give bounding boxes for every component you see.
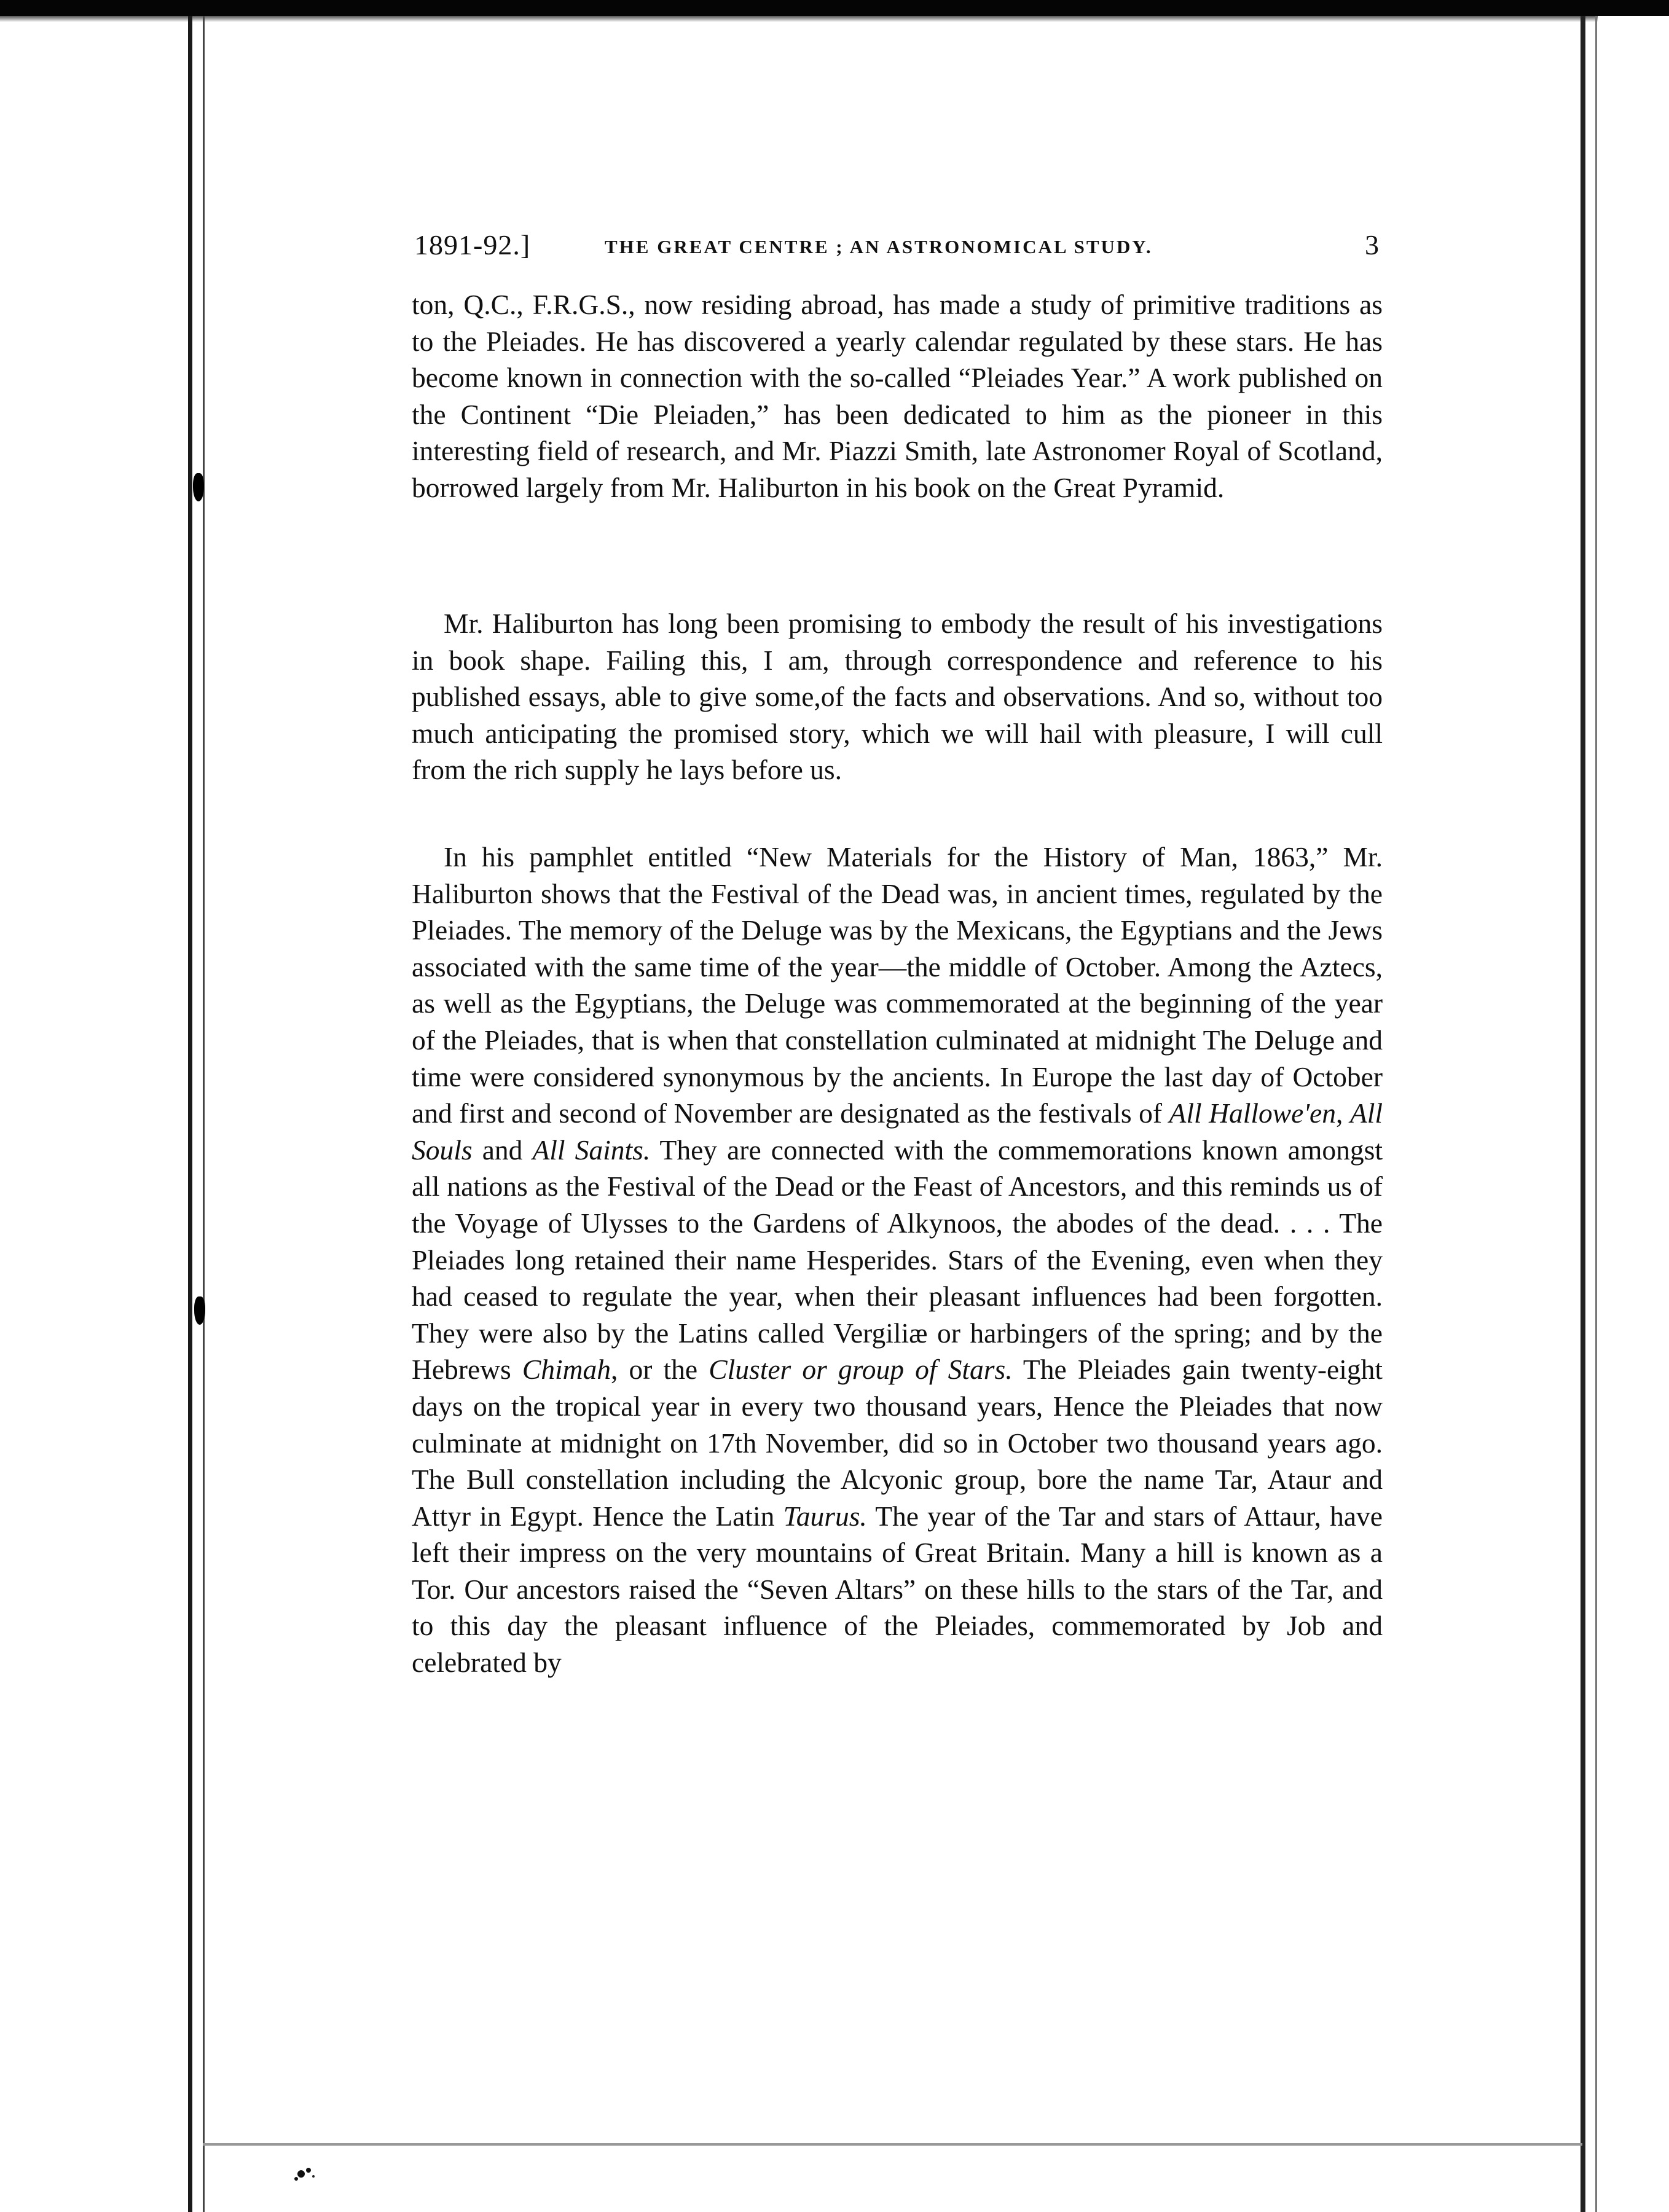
running-header (414, 229, 1379, 265)
page-right-edge-outer (1595, 16, 1597, 2212)
page-right-edge (1581, 16, 1585, 2212)
paragraph (412, 839, 1383, 1681)
page-left-edge (188, 16, 192, 2212)
text-run: In his pamphlet entitled “New Materials for the History of Man, 1863,” Mr. Haliburton shows that the Festival of the Dead was, in ancient times, regulated by the Pleiades. The memory of the Deluge was by the Mexicans, the Egyptians and the Jews associated with the same time of the year—the middle of October. Among the Aztecs, as well as the Egyptians, the Deluge was commemorated at the beginning of the year of the Pleiades, that is when that constellation culminated at midnight The Deluge and time were considered synonymous by the ancients. In Europe the last day of October and first and second of November are designated as the festivals of (412, 841, 1383, 1129)
binding-mark (194, 1296, 205, 1325)
binding-mark (193, 473, 204, 501)
italic-phrase: Taurus. (783, 1500, 867, 1532)
text-run: , or the (610, 1354, 709, 1386)
italic-phrase: All Saints. (532, 1134, 651, 1166)
italic-phrase: Chimah (522, 1354, 611, 1386)
ink-speck (289, 2163, 363, 2187)
header-year: 1891-92.] (414, 229, 531, 261)
scan-top-border (0, 0, 1669, 16)
text-run: They are connected with the commemorations known amongst all nations as the Festival of the Dead or the Feast of Ancestors, and this reminds us of the Voyage of Ulysses to the Gardens of Alkynoos, the abodes of the dead. . . . The Pleiades long retained their name Hesperides. Stars of the Evening, even when they had ceased to regulate the year, when their pleasant influences had been forgotten. They were also by the Latins called Vergiliæ or harbingers of the spring; and by the Hebrews (412, 1134, 1383, 1386)
text-run: Mr. Haliburton has long been promising to embody the result of his investigations in book shape. Failing this, I am, through correspondence and reference to his published essays, able to give some,of the facts and observations. And so, without too much anticipating the promised story, which we will hail with pleasure, I will cull from the rich supply he lays before us. (412, 608, 1383, 786)
text-run: and (472, 1134, 533, 1166)
right-margin (1598, 16, 1669, 2212)
text-run: , (1336, 1097, 1350, 1129)
scan-top-shadow (0, 16, 1669, 22)
header-title: THE GREAT CENTRE ; AN ASTRONOMICAL STUDY. (605, 236, 1153, 257)
page-bottom-edge (203, 2143, 1582, 2146)
italic-phrase: Cluster or group of Stars. (709, 1354, 1013, 1386)
page-left-edge-inner (203, 16, 205, 2212)
page-number: 3 (1365, 229, 1379, 261)
text-run: The year of the Tar and stars of Attaur, have left their impress on the very mountains of Great Britain. Many a hill is known as a Tor. Our ancestors raised the “Seven Altars” on these hills to the stars of the Tar, and to this day the pleasant influence of the Pleiades, commemorated by Job and celebrated by (412, 1500, 1383, 1679)
italic-phrase: All Hallowe'en (1169, 1097, 1337, 1129)
italic-phrase: All Souls (412, 1097, 1383, 1166)
paragraph (412, 605, 1383, 788)
text-run: ton, Q.C., F.R.G.S., now residing abroad, has made a study of primitive traditions as to the Pleiades. He has discovered a yearly calendar regulated by these stars. He has become known in connection with the so-called “Pleiades Year.” A work published on the Continent “Die Pleiaden,” has been dedicated to him as the pioneer in this interesting field of research, and Mr. Piazzi Smith, late Astronomer Royal of Scotland, borrowed largely from Mr. Haliburton in his book on the Great Pyramid. (412, 289, 1383, 503)
paragraph (412, 286, 1383, 506)
text-run: The Pleiades gain twenty-eight days on the tropical year in every two thousand years, Hence the Pleiades that now culminate at midnight on 17th November, did so in October two thousand years ago. The Bull constellation including the Alcyonic group, bore the name Tar, Ataur and Attyr in Egypt. Hence the Latin (412, 1354, 1383, 1532)
